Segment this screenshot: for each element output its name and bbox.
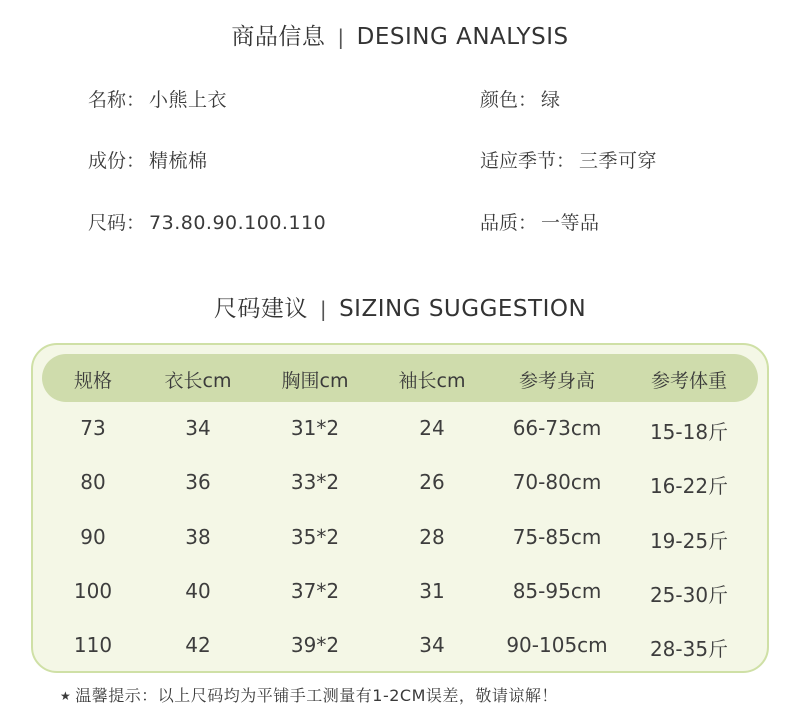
table-cell: 75-85cm (512, 525, 602, 549)
table-cell: 66-73cm (512, 416, 602, 440)
info-season-value: 三季可穿 (579, 150, 658, 172)
table-cell: 42 (185, 633, 211, 657)
table-cell: 100 (73, 579, 113, 603)
table-cell: 40 (185, 579, 211, 603)
info-material-value: 精梳棉 (149, 150, 208, 172)
info-quality (480, 208, 600, 235)
title-en: SIZING SUGGESTION (339, 296, 587, 322)
info-quality-value: 一等品 (541, 212, 600, 234)
table-cell: 70-80cm (512, 470, 602, 494)
info-name-value: 小熊上衣 (149, 89, 228, 111)
table-header-cell: 参考身高 (518, 370, 595, 392)
table-header-cell: 袖长cm (398, 370, 466, 392)
care-note-text: 温馨提示：以上尺码均为平铺手工测量有1-2CM误差，敬请谅解！ (75, 686, 558, 705)
title-separator: | (319, 297, 328, 321)
table-cell: 73 (80, 416, 106, 440)
table-cell: 28 (419, 525, 445, 549)
table-header-cell: 参考体重 (650, 370, 727, 392)
info-size-value: 73.80.90.100.110 (149, 212, 327, 234)
table-cell: 19-25斤 (649, 529, 729, 553)
table-cell: 85-95cm (512, 579, 602, 603)
info-color-value: 绿 (541, 89, 561, 111)
info-season (480, 146, 657, 173)
care-note (60, 683, 558, 706)
table-cell: 31 (419, 579, 445, 603)
title-cn: 尺码建议 (213, 296, 308, 322)
table-cell: 37*2 (290, 579, 340, 603)
table-cell: 33*2 (290, 470, 340, 494)
info-material (88, 146, 208, 173)
info-material-label: 成份： (88, 150, 146, 172)
table-cell: 26 (419, 470, 445, 494)
table-cell: 38 (185, 525, 211, 549)
table-cell: 28-35斤 (649, 637, 729, 661)
table-cell: 34 (185, 416, 211, 440)
table-cell: 16-22斤 (649, 474, 729, 498)
info-color-label: 颜色： (480, 89, 538, 111)
title-cn: 商品信息 (231, 24, 326, 50)
table-cell: 90-105cm (506, 633, 608, 657)
table-cell: 25-30斤 (649, 583, 729, 607)
table-cell: 36 (185, 470, 211, 494)
table-cell: 110 (73, 633, 113, 657)
table-cell: 34 (419, 633, 445, 657)
info-season-label: 适应季节： (480, 150, 576, 172)
table-cell: 24 (419, 416, 445, 440)
info-size-label: 尺码： (88, 212, 146, 234)
section-title-sizing (0, 290, 800, 323)
info-size (88, 208, 326, 235)
table-header-cell: 胸围cm (281, 370, 349, 392)
info-name (88, 85, 227, 112)
table-cell: 15-18斤 (649, 420, 729, 444)
title-en: DESING ANALYSIS (356, 24, 569, 50)
table-header-cell: 规格 (73, 370, 112, 392)
info-color (480, 85, 561, 112)
table-cell: 31*2 (290, 416, 340, 440)
table-cell: 90 (80, 525, 106, 549)
table-header-cell: 衣长cm (164, 370, 232, 392)
star-icon: ★ (60, 689, 72, 703)
info-name-label: 名称： (88, 89, 146, 111)
table-cell: 80 (80, 470, 106, 494)
table-cell: 35*2 (290, 525, 340, 549)
section-title-product-info (0, 18, 800, 51)
title-separator: | (337, 25, 345, 49)
table-cell: 39*2 (290, 633, 340, 657)
info-quality-label: 品质： (480, 212, 538, 234)
